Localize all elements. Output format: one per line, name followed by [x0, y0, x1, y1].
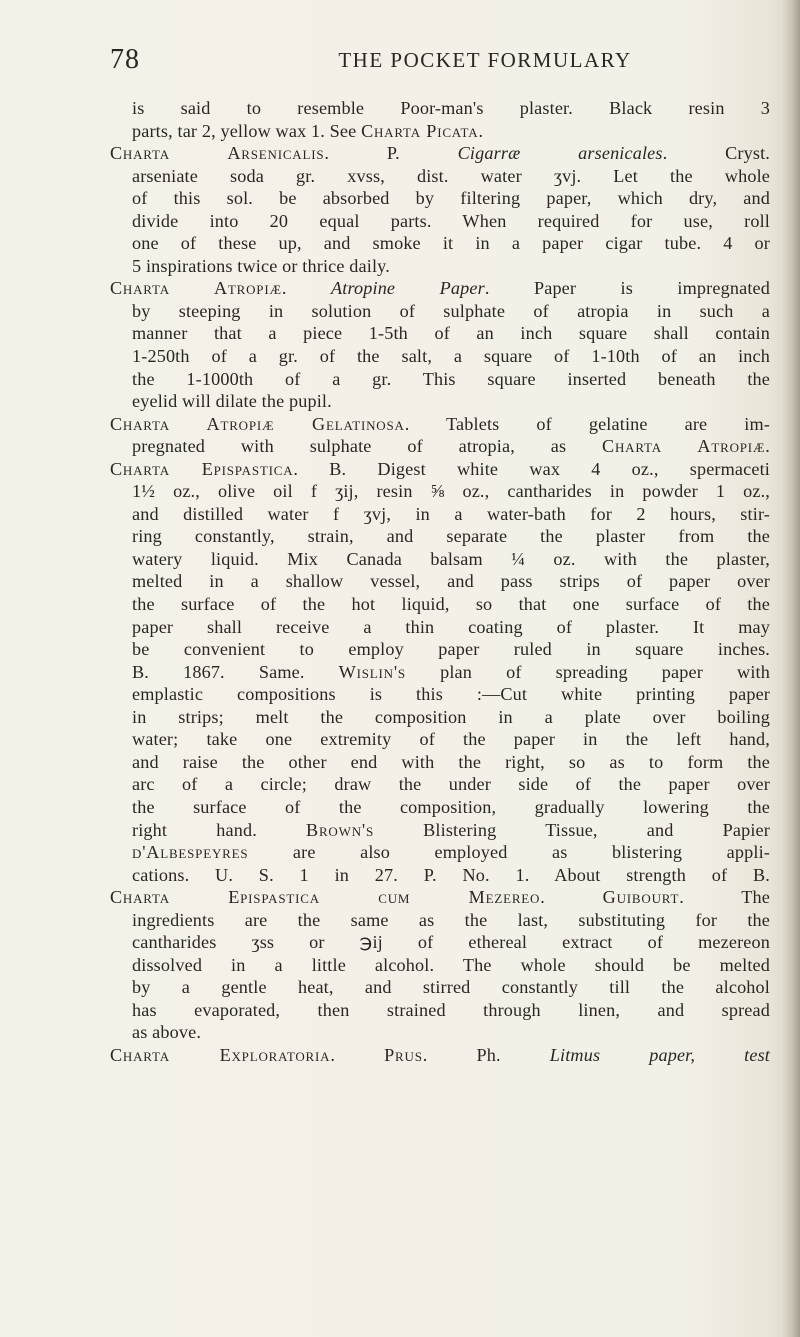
text-line: manner that a piece 1-5th of an inch square shall contain	[132, 323, 770, 344]
text-line: of this sol. be absorbed by filtering paper, which dry, and	[132, 188, 770, 209]
text-line: be convenient to employ paper ruled in square inches.	[132, 639, 770, 660]
text-line: by steeping in solution of sulphate of atropia in such a	[132, 300, 770, 321]
page-edge-shadow	[782, 0, 800, 1337]
text-line: by a gentle heat, and stirred constantly till the alcohol	[132, 977, 770, 998]
text-line: is said to resemble Poor-man's plaster. Black resin 3	[132, 98, 770, 118]
text-line: Charta Atropiæ Gelatinosa. Tablets of gelatine are im-	[110, 413, 770, 434]
page-number: 78	[110, 44, 140, 75]
text-line: melted in a shallow vessel, and pass strips of paper over	[132, 571, 770, 592]
text-line: as above.	[132, 1022, 202, 1043]
text-line: 1½ oz., olive oil f ʒij, resin ⅝ oz., cantharides in powder 1 oz.,	[132, 481, 770, 502]
text-body	[110, 97, 770, 1067]
text-line: Charta Arsenicalis. P. Cigarræ arsenicales. Cryst.	[110, 143, 770, 164]
text-line: cantharides ʒss or ℈ij of ethereal extract of mezereon	[132, 932, 770, 953]
running-title: THE POCKET FORMULARY	[338, 48, 632, 72]
text-line: divide into 20 equal parts. When required for use, roll	[132, 210, 770, 231]
text-line: emplastic compositions is this :—Cut white printing paper	[132, 684, 770, 705]
text-line: cations. U. S. 1 in 27. P. No. 1. About strength of B.	[132, 864, 770, 885]
text-line: in strips; melt the composition in a plate over boiling	[132, 706, 770, 727]
text-line: the surface of the hot liquid, so that one surface of the	[132, 594, 770, 615]
text-line: ring constantly, strain, and separate the plaster from the	[132, 526, 770, 547]
text-line: paper shall receive a thin coating of plaster. It may	[132, 616, 770, 637]
text-line: the surface of the composition, gradually lowering the	[132, 796, 770, 817]
text-line: 1-250th of a gr. of the salt, a square of 1-10th of an inch	[132, 346, 770, 367]
text-line: the 1-1000th of a gr. This square inserted beneath the	[132, 368, 770, 389]
text-line: and distilled water f ʒvj, in a water-bath for 2 hours, stir-	[132, 503, 770, 524]
text-line: eyelid will dilate the pupil.	[132, 391, 332, 412]
text-line: arseniate soda gr. xvss, dist. water ʒvj. Let the whole	[132, 165, 770, 186]
text-line: parts, tar 2, yellow wax 1. See Charta Picata.	[132, 120, 484, 141]
text-line: one of these up, and smoke it in a paper cigar tube. 4 or	[132, 233, 770, 254]
text-line: Charta Exploratoria. Prus. Ph. Litmus paper, test	[110, 1044, 771, 1065]
text-line: ingredients are the same as the last, substituting for the	[132, 909, 770, 930]
text-line: has evaporated, then strained through linen, and spread	[132, 999, 770, 1020]
text-line: arc of a circle; draw the under side of the paper over	[132, 774, 770, 795]
text-line: 5 inspirations twice or thrice daily.	[132, 255, 390, 276]
text-line: right hand. Brown's Blistering Tissue, and Papier	[132, 819, 770, 840]
text-line: and raise the other end with the right, so as to form the	[132, 751, 770, 772]
text-line: Charta Epispastica cum Mezereo. Guibourt. The	[110, 887, 770, 908]
text-line: Charta Atropiæ. Atropine Paper. Paper is impregnated	[110, 278, 770, 299]
text-line: water; take one extremity of the paper in the left hand,	[132, 729, 770, 750]
text-line: Charta Epispastica. B. Digest white wax 4 oz., spermaceti	[110, 458, 770, 479]
text-line: pregnated with sulphate of atropia, as Charta Atropiæ.	[132, 436, 770, 457]
page-header	[110, 44, 770, 84]
text-line: d'Albespeyres are also employed as blistering appli-	[132, 842, 770, 863]
text-line: B. 1867. Same. Wislin's plan of spreading paper with	[132, 661, 770, 682]
text-line: dissolved in a little alcohol. The whole should be melted	[132, 954, 770, 975]
text-line: watery liquid. Mix Canada balsam ¼ oz. with the plaster,	[132, 548, 770, 569]
